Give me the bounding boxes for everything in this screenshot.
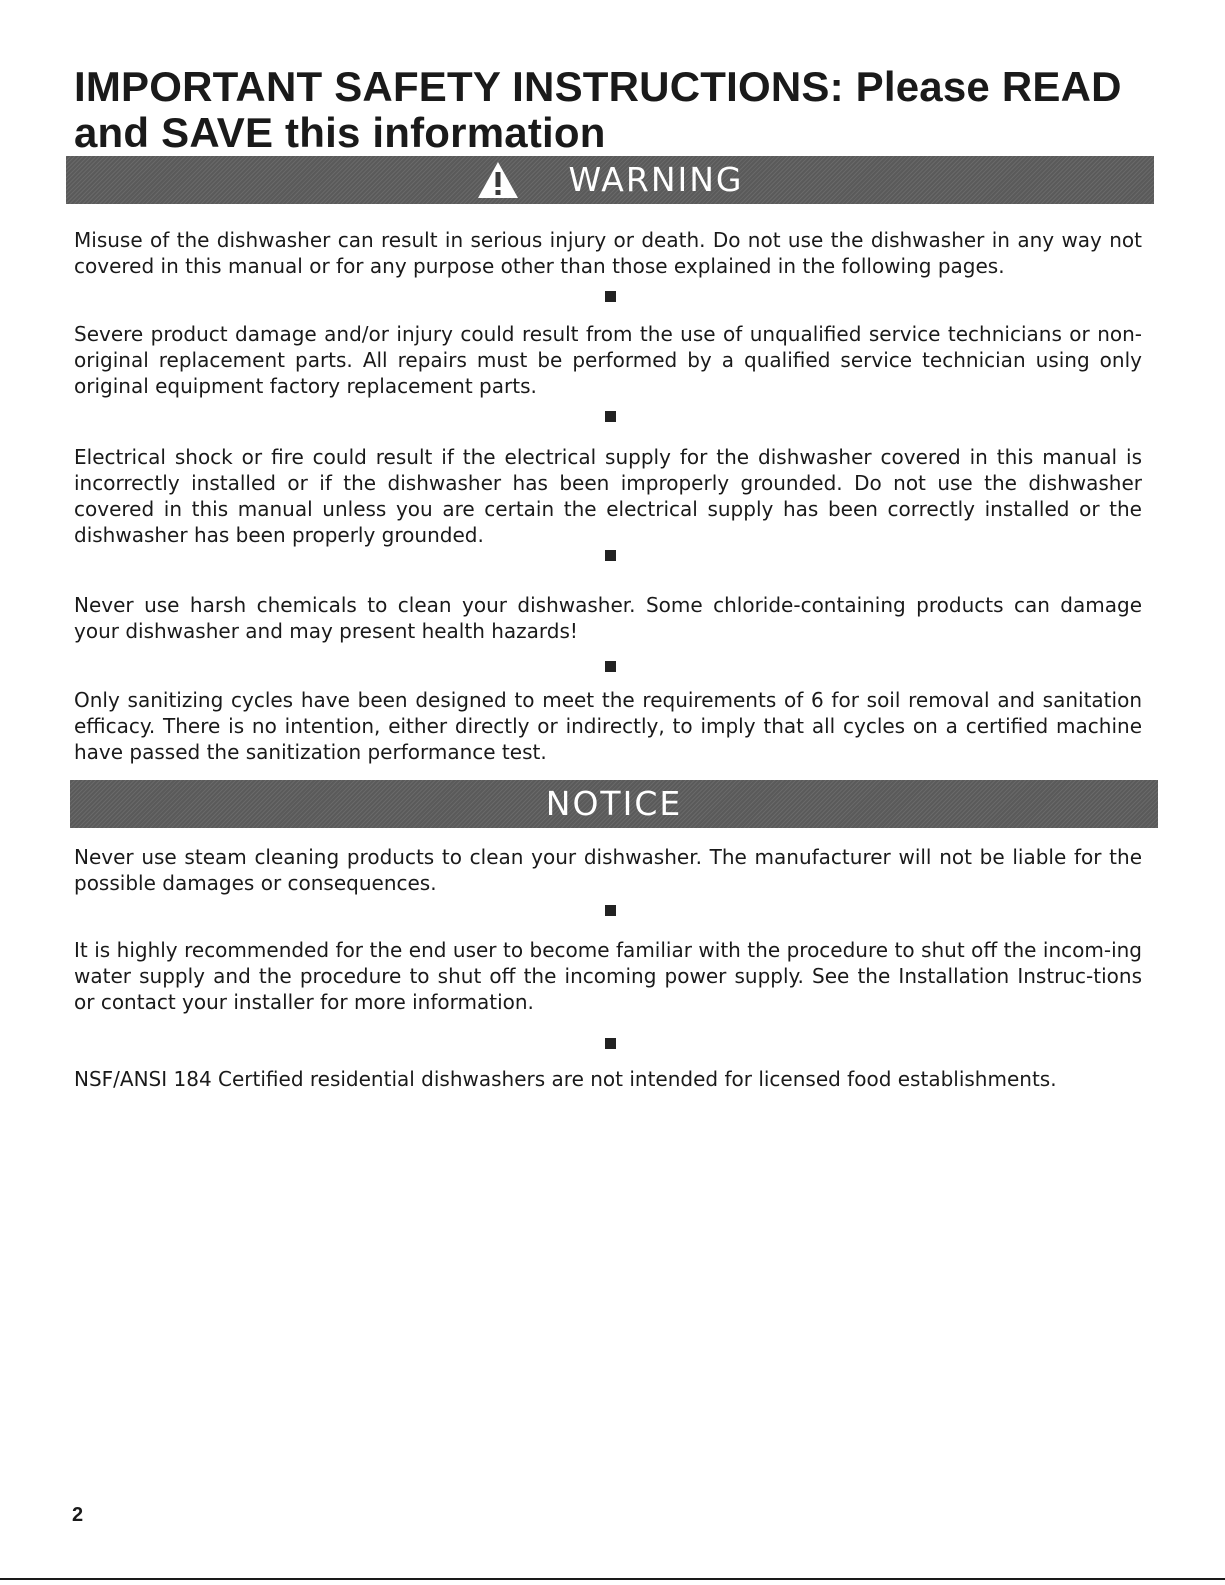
notice-paragraph-shutoff: It is highly recommended for the end user to become familiar with the procedure to shut off the incom-ing water supply and the procedure to shut off the incoming power supply. See the Installation Instruc-tions or contact your installer for more information. bbox=[74, 938, 1142, 1014]
separator-bullet bbox=[605, 661, 616, 672]
separator-bullet bbox=[605, 291, 616, 302]
warning-banner bbox=[66, 156, 1154, 204]
notice-paragraph-steam: Never use steam cleaning products to clean your dishwasher. The manufacturer will not be liable for the possible damages or consequences. bbox=[74, 845, 1142, 895]
warning-paragraph-sanitizing: Only sanitizing cycles have been designed to meet the requirements of 6 for soil removal and sanitation efficacy. There is no intention, either directly or indirectly, to imply that all cycles on a certified machine have passed the sanitization performance test. bbox=[74, 688, 1142, 764]
separator-bullet bbox=[605, 411, 616, 422]
warning-paragraph-chemicals: Never use harsh chemicals to clean your dishwasher. Some chloride-containing products can damage your dishwasher and may present health hazards! bbox=[74, 593, 1142, 643]
warning-paragraph-service: Severe product damage and/or injury could result from the use of unqualified service technicians or non-original replacement parts. All repairs must be performed by a qualified service technician using only original equipment factory replacement parts. bbox=[74, 322, 1142, 398]
page-title: IMPORTANT SAFETY INSTRUCTIONS: Please READ and SAVE this information bbox=[74, 63, 1122, 156]
notice-paragraph-nsf: NSF/ANSI 184 Certified residential dishwashers are not intended for licensed food establishments. bbox=[74, 1067, 1057, 1091]
notice-banner bbox=[70, 780, 1158, 828]
separator-bullet bbox=[605, 905, 616, 916]
page-number: 2 bbox=[72, 1504, 84, 1526]
bottom-rule bbox=[0, 1578, 1225, 1580]
notice-label: NOTICE bbox=[545, 784, 683, 823]
separator-bullet bbox=[605, 550, 616, 561]
separator-bullet bbox=[605, 1038, 616, 1049]
warning-paragraph-electrical: Electrical shock or fire could result if the electrical supply for the dishwasher covered in this manual is incorrectly installed or if the dishwasher has been improperly grounded. Do not use the dishwasher covered in this manual unless you are certain the electrical supply has been correctly installed or the dishwasher has been properly grounded. bbox=[74, 445, 1142, 547]
warning-paragraph-misuse: Misuse of the dishwasher can result in serious injury or death. Do not use the dishwasher in any way not covered in this manual or for any purpose other than those explained in the following pages. bbox=[74, 228, 1142, 278]
warning-label: WARNING bbox=[568, 160, 744, 199]
warning-triangle-icon bbox=[476, 160, 520, 200]
